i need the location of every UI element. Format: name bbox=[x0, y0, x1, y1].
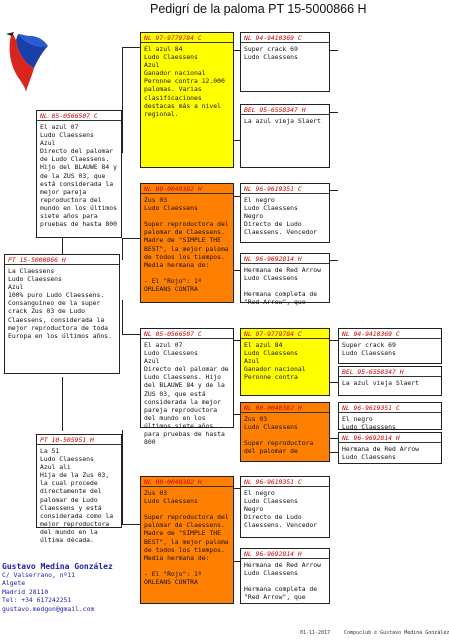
gg-text-4: Hermana de Red Arrow Ludo Claessens bbox=[342, 445, 419, 462]
gg-card-4[interactable] bbox=[338, 432, 442, 464]
dsd-ring: NL 00-0040382 H bbox=[241, 403, 329, 413]
subject-text: La Claessens Ludo Claessens Azul 100% puro Ludo Claessens. Consanguíneo de la super crack Zus 03 de Ludo Claessens, considerada la mejor reproductora de toda Europa en los últimos años. bbox=[8, 267, 112, 340]
dds-text: El negro Ludo Claessens Negro Directo de Ludo Claessens. Vencedor bbox=[244, 489, 318, 530]
page-title: Pedigrí de la paloma PT 15-5000866 H bbox=[150, 2, 367, 16]
subject-ring: PT 15-5000866 H bbox=[5, 255, 119, 265]
sds-ring: NL 96-9619351 C bbox=[241, 184, 329, 194]
sire-sire-text: El azul 84 Ludo Claessens Azul Ganador nacional Peronne contra 12.000 palomas. Varias clasificaciones destacas más a nivel regional. bbox=[144, 45, 225, 118]
dss-ring: NL 97-9779784 C bbox=[241, 329, 329, 339]
dam-sire-ring: NL 05-0566507 C bbox=[141, 329, 233, 339]
dds-card[interactable] bbox=[240, 476, 330, 538]
sdd-card[interactable] bbox=[240, 253, 330, 307]
ddd-ring: NL 96-9692814 H bbox=[241, 549, 329, 559]
owner-postal: Madrid 28110 bbox=[2, 587, 49, 596]
gg-text-1: Super crack 69 Ludo Claessens bbox=[342, 341, 396, 358]
ssd-card[interactable] bbox=[240, 104, 330, 168]
sire-card[interactable] bbox=[36, 110, 122, 238]
sss-ring: NL 94-9410369 C bbox=[241, 33, 329, 43]
sire-sire-card[interactable] bbox=[140, 32, 234, 168]
sds-text: El negro Ludo Claessens Negro Directo de Ludo Claessens. Vencedor bbox=[244, 196, 318, 237]
dds-ring: NL 96-9619351 C bbox=[241, 477, 329, 487]
dam-dam-card[interactable] bbox=[140, 476, 234, 604]
ssd-ring: BEL 95-6558347 H bbox=[241, 105, 329, 115]
subject-card[interactable] bbox=[4, 254, 120, 374]
footer-credit: Compuclub © Gustavo Medina González bbox=[344, 630, 449, 636]
gg-ring-3: NL 96-9619351 C bbox=[339, 403, 441, 413]
dam-ring: PT 10-505951 H bbox=[37, 435, 121, 445]
dam-sire-text: El azul 07 Ludo Claessens Azul Directo del palomar de Ludo Claessens. Hijo del BLAUWE 84 y de la ZUS 03, que está considerada la mejor pareja reproductora del mundo en los últimos siete años para pruebas de hasta 800 bbox=[144, 341, 229, 447]
gg-text-3: El negro Ludo Claessens bbox=[342, 415, 396, 432]
sire-dam-ring: NL 00-0040382 H bbox=[141, 184, 233, 194]
dsd-text: Zus 03 Ludo Claessens Super reproductora del palomar de bbox=[244, 415, 314, 456]
dam-text: La 51 Ludo Claessens Azul ali Hija de la Zus 03, la cual procede directamente del palomar de Ludo Claessens y está considerada como la mejor reproductora del mundo en la última década. bbox=[40, 447, 114, 545]
sire-dam-text: Zus 03 Ludo Claessens Super reproductora del palomar de Claessens. Madre de "SIMPLE THE BEST", la mejor paloma de todos los tiempos. Media hermana de: - El "Rojo": 1º ORLEANS CONTRA bbox=[144, 196, 229, 294]
owner-city: Algete bbox=[2, 579, 26, 588]
gg-ring-4: NL 96-9692814 H bbox=[339, 433, 441, 443]
owner-info bbox=[2, 562, 142, 613]
dam-sire-card[interactable] bbox=[140, 328, 234, 447]
ddd-text: Hermana de Red Arrow Ludo Claessens Hermana completa de "Red Arrow", que bbox=[244, 561, 321, 602]
owner-name: Gustavo Medina González bbox=[2, 562, 113, 571]
sire-dam-card[interactable] bbox=[140, 183, 234, 303]
ssd-text: La azul vieja Slaert bbox=[244, 117, 321, 125]
dam-dam-text: Zus 03 Ludo Claessens Super reproductora del palomar de Claessens. Madre de "SIMPLE THE BEST", la mejor paloma de todos los tiempos. Media hermana de: - El "Rojo": 1º ORLEANS CONTRA bbox=[144, 489, 229, 587]
owner-address: C/ Valserrano, nº11 bbox=[2, 571, 76, 579]
pigeon-logo-icon bbox=[4, 24, 50, 94]
footer-date: 01-11-2017 bbox=[300, 630, 331, 636]
sdd-ring: NL 96-9692814 H bbox=[241, 254, 329, 264]
sss-text: Super crack 69 Ludo Claessens bbox=[244, 45, 298, 62]
sire-text: El azul 07 Ludo Claessens Azul Directo del palomar de Ludo Claessens. Hijo del BLAUWE 84 y de la ZUS 03, que está considerada la mejor pareja reproductora del mundo en los últimos siete años para pruebas de hasta 800 bbox=[40, 123, 117, 229]
sds-card[interactable] bbox=[240, 183, 330, 243]
owner-phone: Tel: +34 617242251 bbox=[2, 596, 72, 605]
dss-text: El azul 84 Ludo Claessens Azul Ganador nacional Peronne contra bbox=[244, 341, 306, 382]
sire-sire-ring: NL 97-9779784 C bbox=[141, 33, 233, 43]
gg-card-3[interactable] bbox=[338, 402, 442, 430]
gg-text-2: La azul vieja Slaert bbox=[342, 379, 419, 387]
dam-dam-ring: NL 00-0040382 H bbox=[141, 477, 233, 487]
dsd-card[interactable] bbox=[240, 402, 330, 462]
sss-card[interactable] bbox=[240, 32, 330, 92]
sdd-text: Hermana de Red Arrow Ludo Claessens Hermana completa de "Red Arrow", que bbox=[244, 266, 321, 307]
gg-card-1[interactable] bbox=[338, 328, 442, 364]
ddd-card[interactable] bbox=[240, 548, 330, 604]
sire-ring: NL 05-0566507 C bbox=[37, 111, 121, 121]
owner-email[interactable]: gustavo.medgon@gmail.com bbox=[2, 604, 95, 613]
gg-ring-2: BEL 95-6558347 H bbox=[339, 367, 441, 377]
gg-ring-1: NL 94-9410369 C bbox=[339, 329, 441, 339]
dam-card[interactable] bbox=[36, 434, 122, 545]
dss-card[interactable] bbox=[240, 328, 330, 396]
gg-card-2[interactable] bbox=[338, 366, 442, 396]
